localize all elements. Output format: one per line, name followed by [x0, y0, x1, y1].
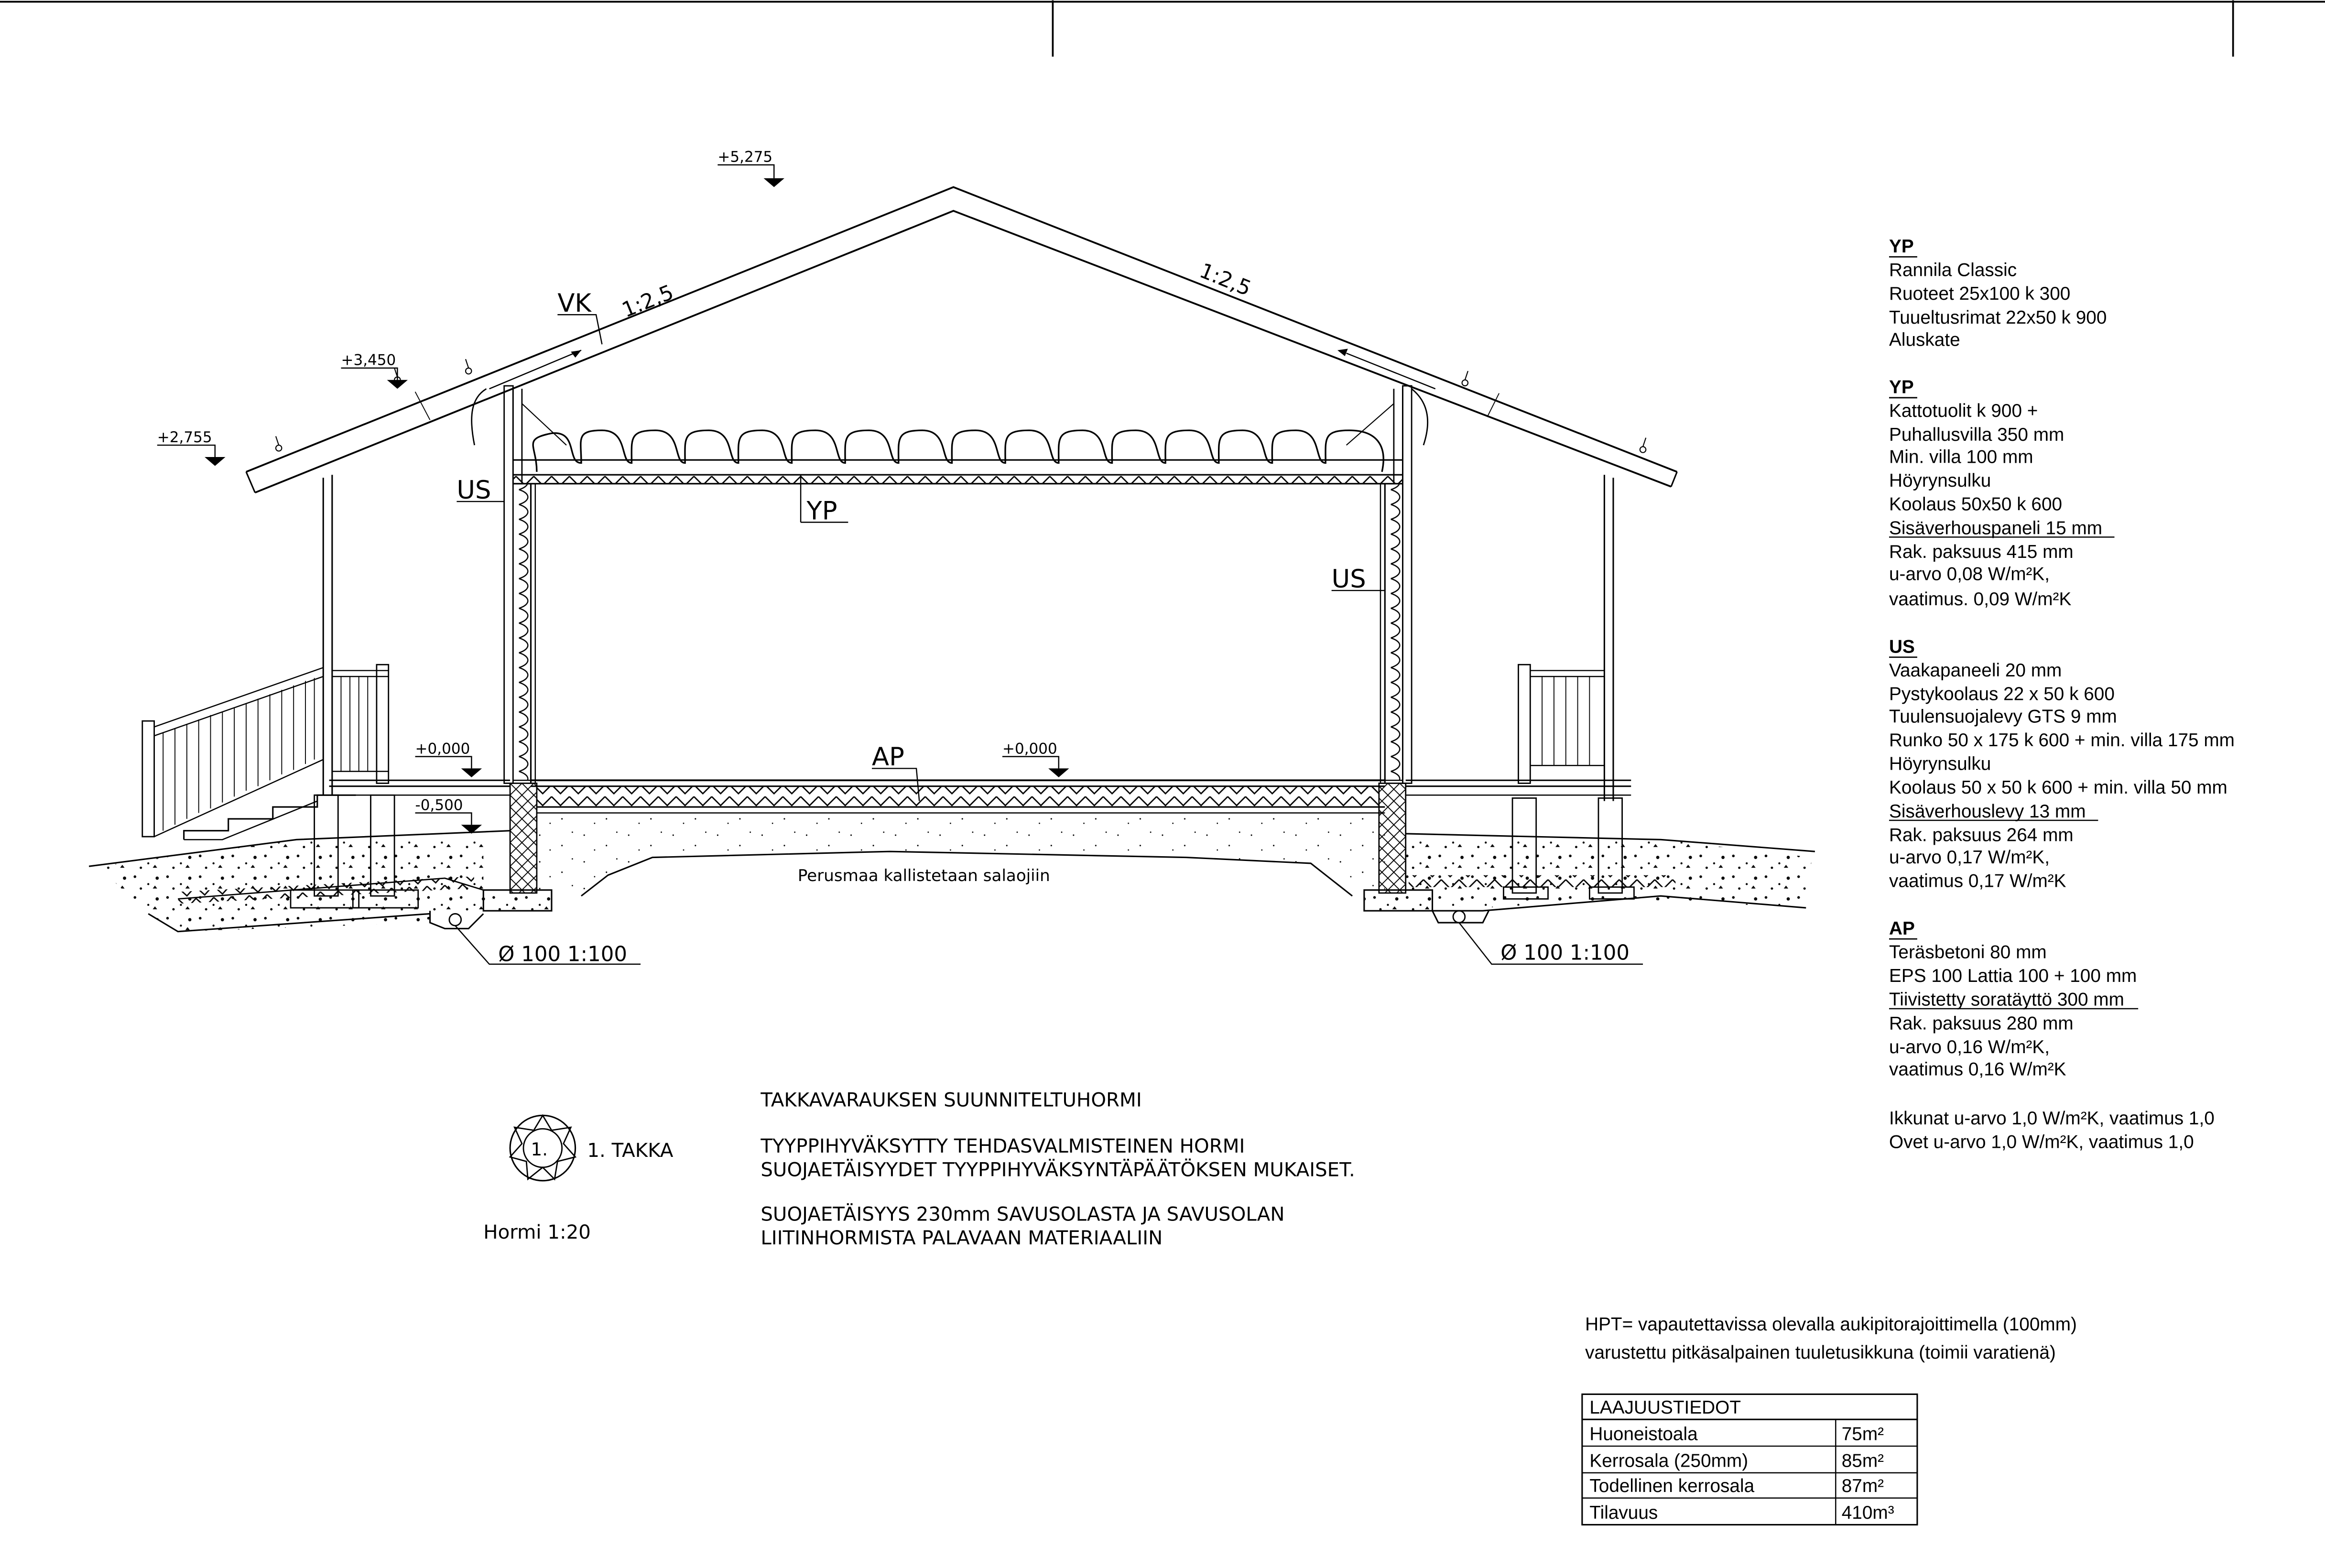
spec-line: EPS 100 Lattia 100 + 100 mm	[1889, 966, 2137, 987]
spec-line: Koolaus 50 x 50 k 600 + min. villa 50 mm	[1889, 777, 2227, 798]
roof	[246, 187, 1677, 492]
spec-heading: YP	[1889, 236, 1914, 257]
spec-line: Ruoteet 25x100 k 300	[1889, 283, 2071, 305]
table-cell-label: Huoneistoala	[1589, 1424, 1698, 1445]
spec-line: vaatimus 0,17 W/m²K	[1889, 871, 2066, 892]
spec-line: Pystykoolaus 22 x 50 k 600	[1889, 684, 2115, 705]
spec-heading: AP	[1889, 918, 1915, 939]
fireplace-note1-line1: TYYPPIHYVÄKSYTTY TEHDASVALMISTEINEN HORMI	[761, 1134, 1245, 1157]
spec-line: Rak. paksuus 264 mm	[1889, 825, 2074, 846]
ceiling-insulation	[513, 389, 1402, 484]
spec-line: u-arvo 0,16 W/m²K,	[1889, 1037, 2050, 1058]
elevation-floor-mid: +0,000	[1002, 740, 1057, 758]
label-yp: YP	[806, 496, 837, 526]
spec-line: Ikkunat u-arvo 1,0 W/m²K, vaatimus 1,0	[1889, 1108, 2215, 1129]
table-row	[1589, 1503, 1894, 1523]
hpt-note-line1: HPT= vapautettavissa olevalla aukipitorajoittimella (100mm)	[1585, 1314, 2077, 1335]
fireplace-title: TAKKAVARAUKSEN SUUNNITELTUHORMI	[761, 1089, 1142, 1111]
spec-line: u-arvo 0,17 W/m²K,	[1889, 847, 2050, 868]
spec-line: Sisäverhouspaneli 15 mm	[1889, 518, 2103, 539]
spec-line: Rannila Classic	[1889, 260, 2017, 281]
spec-heading: YP	[1889, 377, 1914, 398]
spec-line: Rak. paksuus 280 mm	[1889, 1013, 2074, 1034]
spec-line: Teräsbetoni 80 mm	[1889, 942, 2047, 963]
fireplace-scale: Hormi 1:20	[483, 1220, 591, 1243]
label-leaders	[456, 315, 1385, 801]
spec-line: Koolaus 50x50 k 600	[1889, 494, 2063, 515]
spec-line: Höyrynsulku	[1889, 470, 1991, 491]
porch-right	[1406, 475, 1634, 899]
hpt-note-line2: varustettu pitkäsalpainen tuuletusikkuna (toimii varatienä)	[1585, 1342, 2056, 1363]
spec-line: Sisäverhouslevy 13 mm	[1889, 801, 2086, 822]
spec-heading: US	[1889, 636, 1915, 657]
label-us-left: US	[456, 475, 491, 505]
fireplace-note2-line1: SUOJAETÄISYYS 230mm SAVUSOLASTA JA SAVUSOLAN	[761, 1203, 1285, 1226]
spec-line: Runko 50 x 175 k 600 + min. villa 175 mm	[1889, 730, 2235, 751]
area-table-title: LAAJUUSTIEDOT	[1589, 1397, 1741, 1418]
label-us-right: US	[1331, 564, 1366, 594]
spec-line: vaatimus 0,16 W/m²K	[1889, 1059, 2066, 1080]
elevation-overhang: +2,755	[157, 428, 212, 446]
spec-line: Min. villa 100 mm	[1889, 446, 2033, 468]
drain-right-label: Ø 100 1:100	[1500, 941, 1630, 965]
table-cell-value: 87m²	[1841, 1476, 1884, 1497]
elevation-ground: -0,500	[415, 796, 463, 814]
table-cell-label: Todellinen kerrosala	[1589, 1476, 1755, 1497]
fireplace-note1-line2: SUOJAETÄISYYDET TYYPPIHYVÄKSYNTÄPÄÄTÖKSEN MUKAISET.	[761, 1158, 1355, 1181]
foundation-note: Perusmaa kallistetaan salaojiin	[797, 866, 1050, 886]
spec-us	[1889, 636, 2235, 891]
spec-line: Tiivistetty soratäyttö 300 mm	[1889, 989, 2124, 1010]
elevation-floor-left: +0,000	[415, 740, 470, 758]
fireplace-label: 1. TAKKA	[587, 1139, 674, 1162]
spec-line: Kattotuolit k 900 +	[1889, 401, 2038, 422]
fireplace-note2-line2: LIITINHORMISTA PALAVAAN MATERIAALIIN	[761, 1227, 1163, 1250]
floor-slab	[483, 780, 1432, 911]
drain-left-label: Ø 100 1:100	[498, 942, 627, 967]
table-cell-value: 410m³	[1841, 1503, 1894, 1524]
spec-line: u-arvo 0,08 W/m²K,	[1889, 564, 2050, 585]
spec-line: Tuueltusrimat 22x50 k 900	[1889, 307, 2107, 328]
table-row	[1589, 1424, 1884, 1445]
roof-pitch-right: 1:2,5	[1196, 259, 1255, 301]
spec-openings	[1889, 1108, 2215, 1153]
spec-line: Vaakapaneeli 20 mm	[1889, 660, 2062, 681]
table-cell-label: Tilavuus	[1589, 1503, 1658, 1524]
label-vk: VK	[557, 289, 592, 318]
table-row	[1589, 1476, 1884, 1496]
roof-pitch-left: 1:2,5	[619, 280, 677, 323]
sheet-frame	[0, 0, 2325, 57]
table-cell-label: Kerrosala (250mm)	[1589, 1450, 1749, 1471]
elevation-eave: +3,450	[341, 351, 396, 369]
table-row	[1589, 1450, 1884, 1471]
spec-ap	[1889, 918, 2138, 1080]
spec-yp-ceiling	[1889, 377, 2115, 610]
wall-left	[504, 386, 535, 783]
spec-line: Ovet u-arvo 1,0 W/m²K, vaatimus 1,0	[1889, 1132, 2194, 1153]
spec-line: Puhallusvilla 350 mm	[1889, 424, 2064, 445]
wall-right	[1380, 386, 1412, 783]
fireplace-symbol-number: 1.	[531, 1139, 548, 1160]
spec-line: vaatimus. 0,09 W/m²K	[1889, 589, 2072, 610]
spec-line: Tuulensuojalevy GTS 9 mm	[1889, 706, 2117, 727]
table-cell-value: 75m²	[1841, 1424, 1884, 1445]
label-ap: AP	[872, 742, 904, 772]
spec-line: Rak. paksuus 415 mm	[1889, 541, 2074, 562]
elevation-ridge: +5,275	[717, 148, 773, 166]
spec-yp-roof	[1889, 236, 2107, 350]
spec-line: Höyrynsulku	[1889, 753, 1991, 774]
area-table	[1582, 1394, 1917, 1524]
spec-line: Aluskate	[1889, 329, 1960, 350]
table-cell-value: 85m²	[1841, 1450, 1884, 1471]
